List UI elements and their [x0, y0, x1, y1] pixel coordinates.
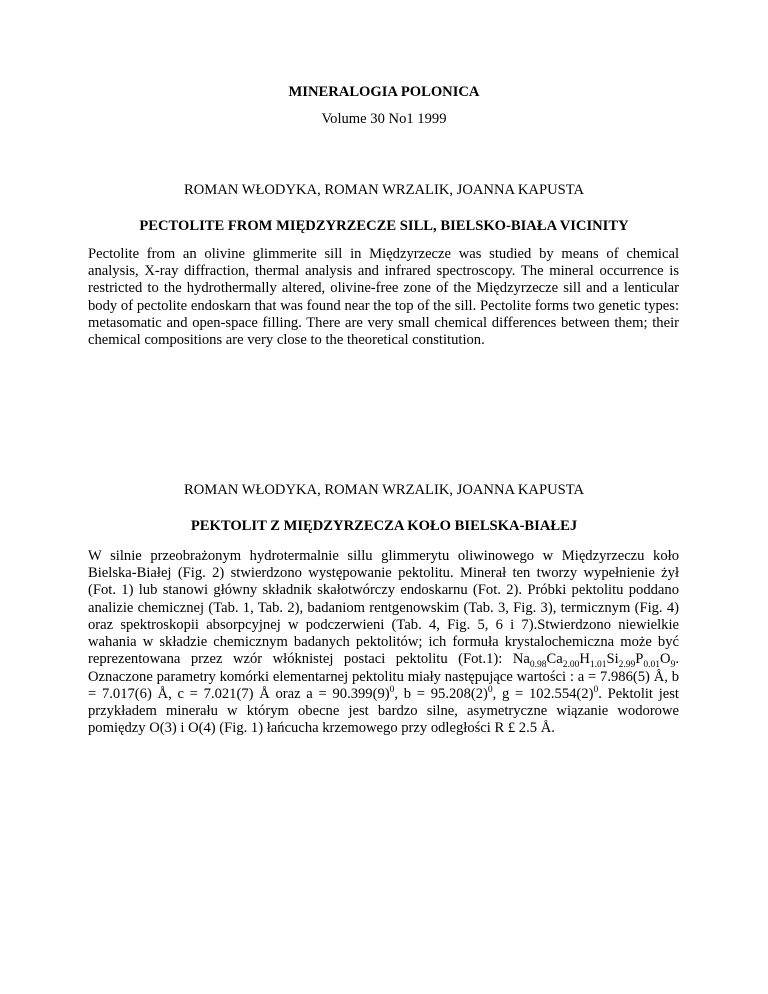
abstract-polish-part4: , g = 102.554(2) [492, 685, 594, 702]
formula-element: Na [512, 651, 530, 668]
authors-polish: ROMAN WŁODYKA, ROMAN WRZALIK, JOANNA KAPUSTA [183, 482, 585, 498]
formula-subscript: 0.01 [643, 660, 661, 671]
volume-info: Volume 30 No1 1999 [321, 111, 447, 127]
formula-subscript: 1.01 [589, 660, 607, 671]
journal-title: MINERALOGIA POLONICA [288, 84, 480, 100]
formula-element: Si [606, 651, 619, 668]
abstract-polish-part2: . Oznaczone parametry komórki elementarnej pektolitu miały następujące wartości : a = 7.986(5) Å, b = 7.017(6) Å, c = 7.021(7) Å oraz a = 90.399(9) [88, 651, 679, 702]
formula-subscript: 0.98 [529, 660, 547, 671]
authors-english: ROMAN WŁODYKA, ROMAN WRZALIK, JOANNA KAPUSTA [183, 182, 585, 198]
formula-element: Ca [546, 651, 563, 668]
abstract-polish-part5: . Pektolit jest przykładem minerału w którym obecne jest bardzo silne, asymetryczne wiązanie wodorowe pomiędzy O(3) i O(4) (Fig. 1) łańcucha krzemowego przy odległości R £ 2.5 Å. [88, 685, 679, 737]
article-title-english: PECTOLITE FROM MIĘDZYRZECZE SILL, BIELSKO-BIAŁA VICINITY [139, 218, 629, 234]
chemical-formula [512, 651, 676, 671]
degree-superscript: 0 [593, 684, 599, 695]
formula-element: P [635, 651, 644, 668]
abstract-polish-part3: , b = 95.208(2) [394, 685, 488, 702]
abstract-polish [88, 548, 679, 737]
degree-superscript: 0 [487, 684, 493, 695]
article-title-polish: PEKTOLIT Z MIĘDZYRZECZA KOŁO BIELSKA-BIAŁEJ [190, 518, 578, 534]
degree-superscript: 0 [389, 684, 395, 695]
abstract-english: Pectolite from an olivine glimmerite sill in Międzyrzecze was studied by means of chemical analysis, X-ray diffraction, thermal analysis and infrared spectroscopy. The mineral occurrence is restricted to the hydrothermally altered, olivine-free zone of the Międzyrzecze sill and a lenticular body of pectolite endoskarn that was found near the top of the sill. Pectolite forms two genetic types: metasomatic and open-space filling. There are very small chemical differences between them; their chemical compositions are very close to the theoretical constitution. [88, 246, 679, 349]
formula-subscript: 2.00 [562, 660, 580, 671]
formula-subscript: 9 [670, 660, 676, 671]
formula-element: O [660, 651, 671, 668]
formula-subscript: 2.99 [618, 660, 636, 671]
abstract-polish-part1: W silnie przeobrażonym hydrotermalnie sillu glimmerytu oliwinowego w Międzyrzeczu koło Bielska-Białej (Fig. 2) stwierdzono występowanie pektolitu. Minerał ten tworzy wypełnienie żył (Fot. 1) lub stanowi główny składnik skałotwórczy endoskarnu (Fot. 2). Próbki pektolitu poddano analizie chemicznej (Tab. 1, Tab. 2), badaniom rentgenowskim (Tab. 3, Fig. 3), termicznym (Fig. 4) oraz spektroskopii absorpcyjnej w podczerwieni (Tab. 4, Fig. 5, 6 i 7).Stwierdzono niewielkie wahania w składzie chemicznym badanych pektolitów; ich formuła krystalochemiczna może być reprezentowana przez wzór włóknistej postaci pektolitu (Fot.1): [88, 548, 679, 668]
formula-element: H [579, 651, 590, 668]
